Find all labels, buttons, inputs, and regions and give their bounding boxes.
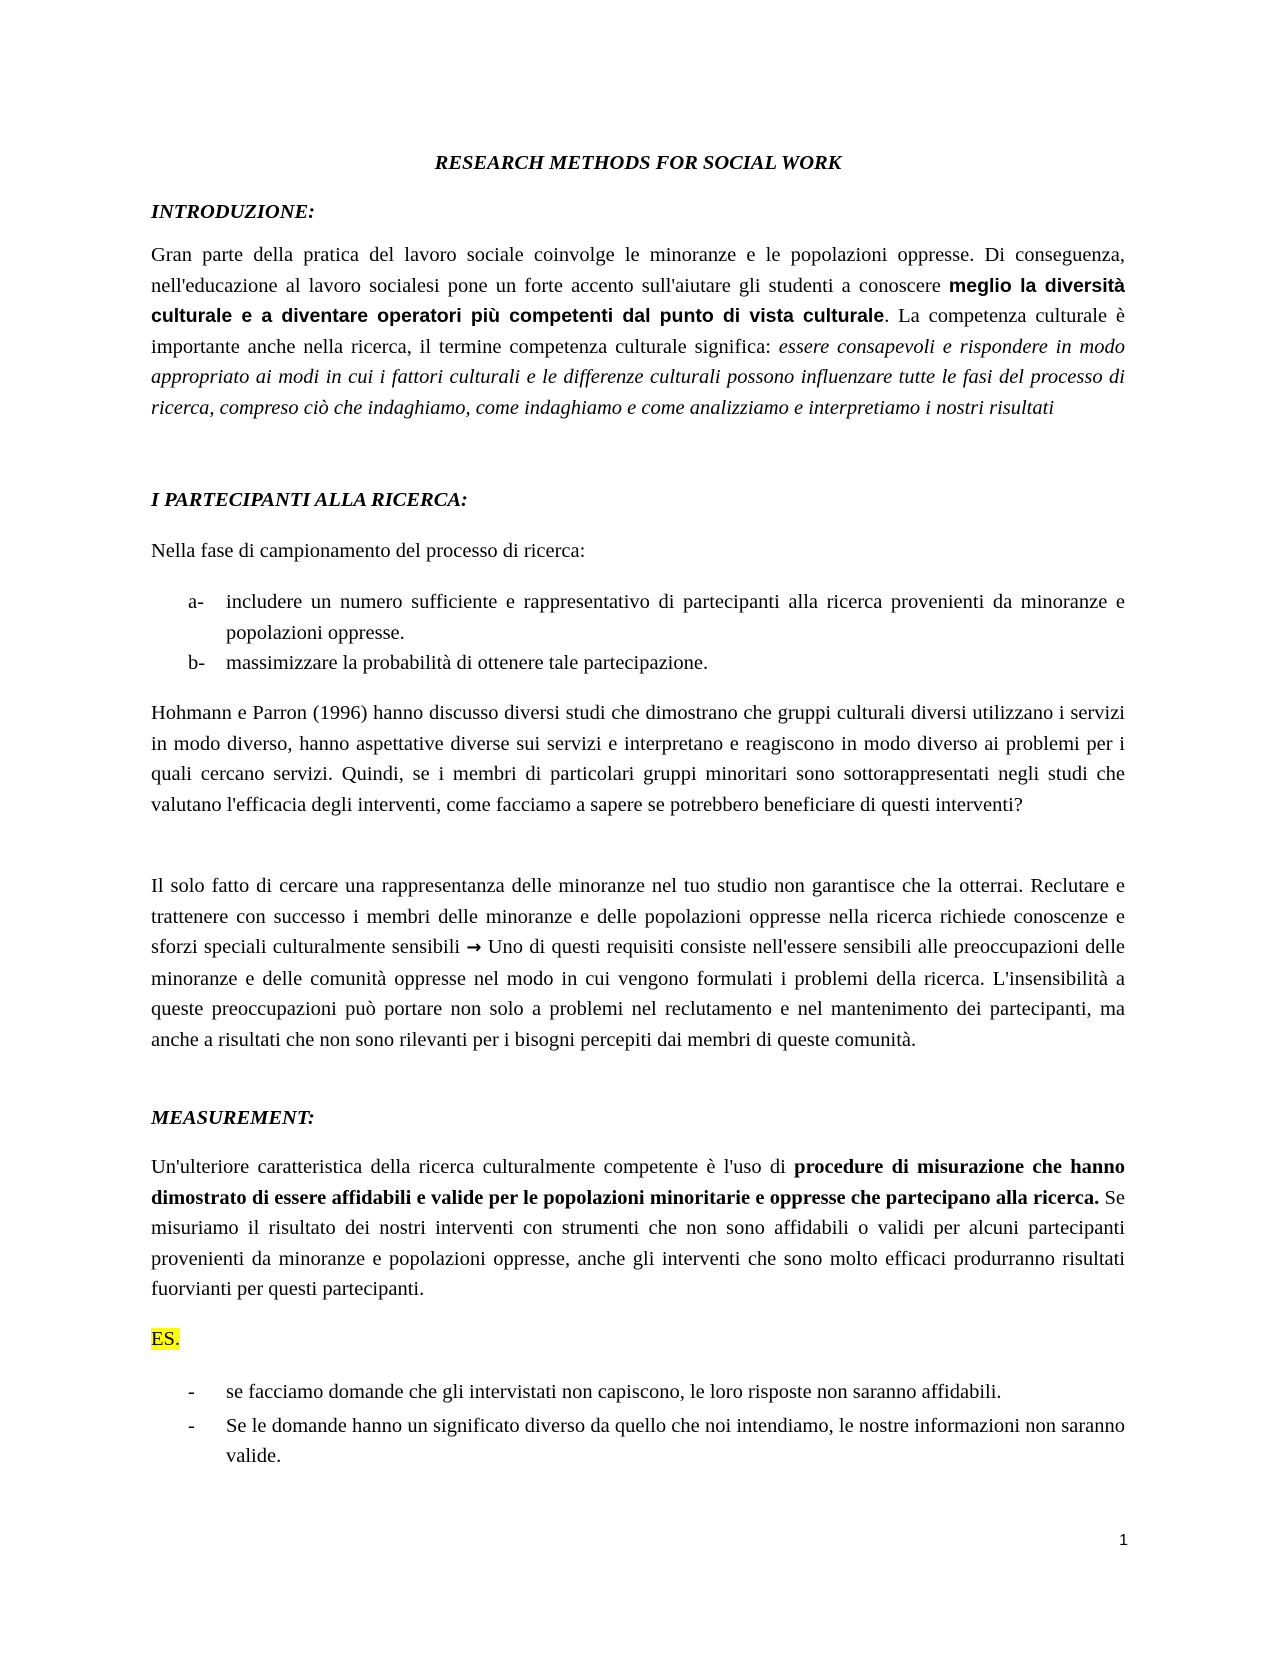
list-marker: - [188, 1381, 195, 1403]
list-marker: b- [188, 652, 206, 674]
list-item-text: se facciamo domande che gli intervistati non capiscono, le loro risposte non saranno affidabili. [226, 1381, 1002, 1403]
measurement-bold-text: procedure di misurazione che hanno dimostrato di essere affidabili e valide per le popolazioni minoritarie e oppresse che partecipano alla ricerca. [151, 1156, 1125, 1209]
measurement-text-b: Se misuriamo il risultato dei nostri interventi con strumenti che non sono affidabili o validi per alcuni partecipanti provenienti da minoranze e popolazioni oppresse, anche gli interventi che sono molto efficaci produrranno risultati fuorvianti per questi partecipanti. [151, 1186, 1125, 1300]
list-item-text: includere un numero sufficiente e rappresentativo di partecipanti alla ricerca provenienti da minoranze e popolazioni oppresse. [226, 591, 1125, 644]
participants-paragraph-3 [151, 871, 1125, 1055]
list-marker: - [188, 1414, 195, 1437]
list-item [151, 1377, 1125, 1408]
measurement-paragraph [151, 1152, 1125, 1305]
example-paragraph [151, 1324, 1125, 1355]
p3-text-b: Uno di questi requisiti consiste nell'essere sensibili alle preoccupazioni delle minoranze e delle comunità oppresse nel modo in cui vengono formulati i problemi della ricerca. L'insensibilità a queste preoccupazioni può portare non solo a problemi nel reclutamento e nel mantenimento dei partecipanti, ma anche a risultati che non sono rilevanti per i bisogni percepiti dai membri di queste comunità. [151, 936, 1126, 1051]
intro-text-a: Gran parte della pratica del lavoro sociale coinvolge le minoranze e le popolazioni oppresse. Di conseguenza, nell'educazione al lavoro socialesi pone un forte accento sull'aiutare gli studenti a conoscere [151, 244, 1125, 297]
list-item [151, 587, 1125, 648]
arrow-right-icon: → [466, 937, 482, 958]
section-heading-introduzione: INTRODUZIONE: [151, 201, 315, 223]
example-list [151, 1377, 1125, 1472]
list-item-text: Se le domande hanno un significato diverso da quello che noi intendiamo, le nostre informazioni non saranno valide. [226, 1414, 1125, 1467]
list-item-text: massimizzare la probabilità di ottenere tale partecipazione. [226, 652, 709, 674]
example-label-highlighted: ES. [151, 1328, 181, 1350]
p3-text-a: Il solo fatto di cercare una rappresentanza delle minoranze nel tuo studio non garantisce che la otterrai. Reclutare e trattenere con successo i membri delle minoranze e delle popolazioni oppresse nella ricerca richiede conoscenze e sforzi speciali culturalmente sensibili [151, 875, 1125, 958]
list-item [151, 1411, 1125, 1472]
participants-lead: Nella fase di campionamento del processo di ricerca: [151, 540, 586, 562]
intro-italic-definition: essere consapevoli e rispondere in modo appropriato ai modi in cui i fattori culturali e le differenze culturali possono influenzare tutte le fasi del processo di ricerca, compreso ciò che indaghiamo, come indaghiamo e come analizziamo e interpretiamo i nostri risultati [151, 335, 1125, 419]
page-number: 1 [1119, 1532, 1128, 1549]
measurement-text-a: Un'ulteriore caratteristica della ricerca culturalmente competente è l'uso di [151, 1156, 795, 1178]
participants-paragraph-2: Hohmann e Parron (1996) hanno discusso diversi studi che dimostrano che gruppi culturali diversi utilizzano i servizi in modo diverso, hanno aspettative diverse sui servizi e interpretano e reagiscono in modo diverso ai problemi per i quali cercano servizi. Quindi, se i membri di particolari gruppi minoritari sono sottorappresentati negli studi che valutano l'efficacia degli interventi, come facciamo a sapere se potrebbero beneficiare di questi interventi? [151, 702, 1125, 816]
document-title: RESEARCH METHODS FOR SOCIAL WORK [434, 152, 842, 174]
intro-bold-text: meglio la diversità culturale e a diventare operatori più competenti dal punto di vista culturale [151, 274, 1125, 327]
participants-list [151, 587, 1125, 679]
list-marker: a- [188, 591, 204, 613]
intro-text-b: . La competenza culturale è importante anche nella ricerca, il termine competenza culturale significa: [151, 305, 1125, 358]
section-heading-partecipanti: I PARTECIPANTI ALLA RICERCA: [151, 489, 468, 511]
list-item [151, 648, 1125, 679]
section-heading-measurement: MEASUREMENT: [151, 1107, 315, 1129]
intro-paragraph [151, 240, 1125, 423]
